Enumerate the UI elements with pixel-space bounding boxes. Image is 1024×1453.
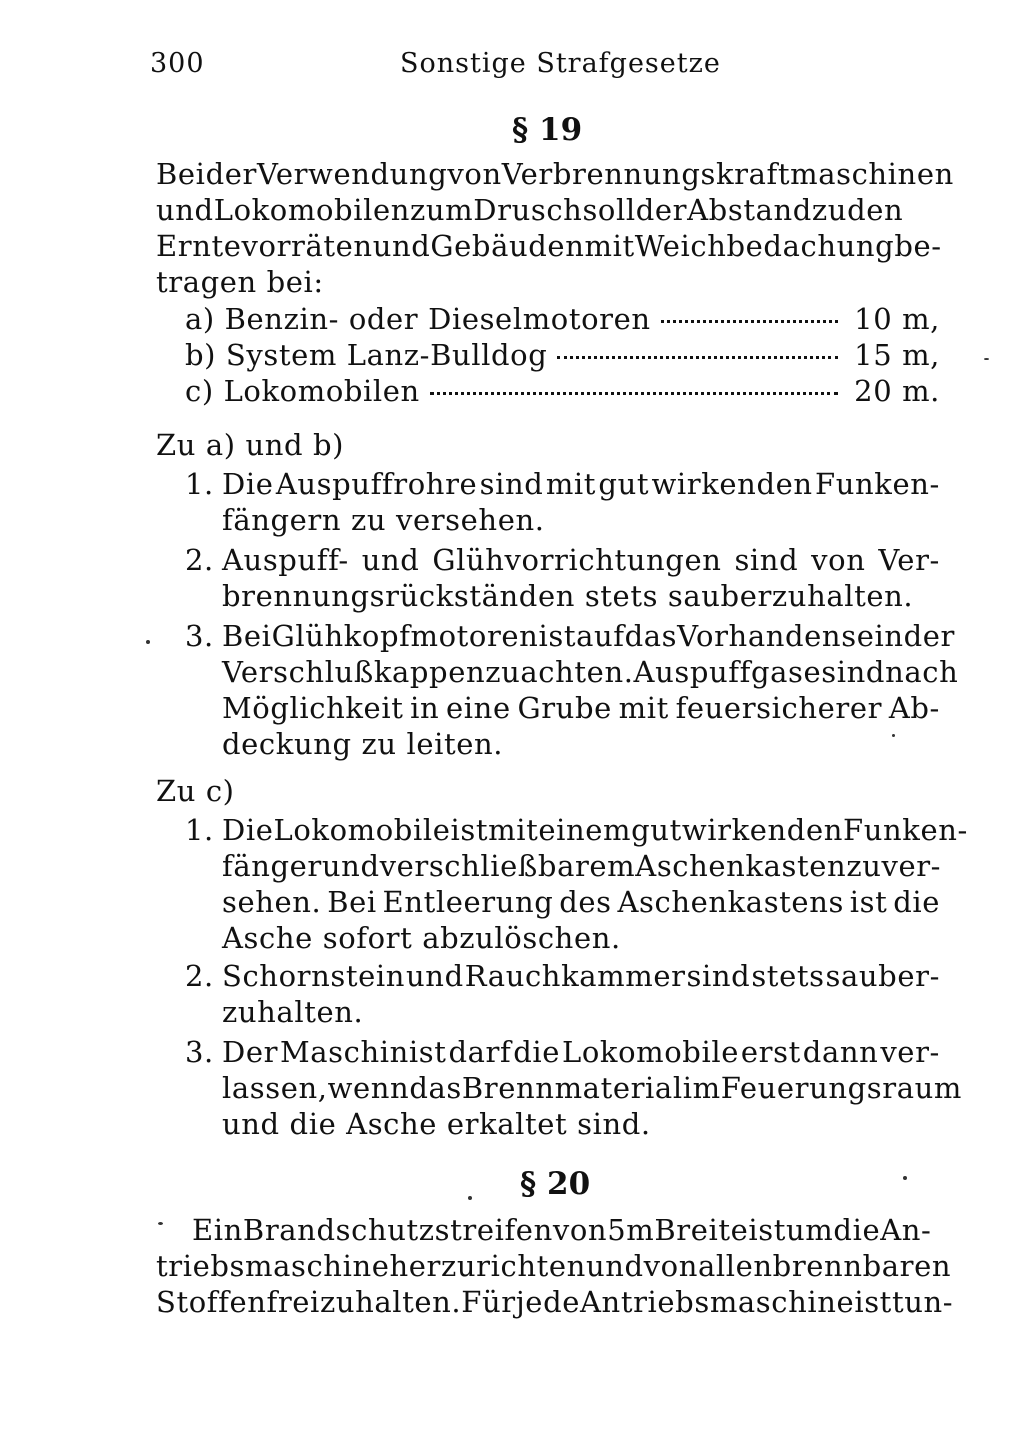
item-line: zuhalten.: [222, 995, 364, 1029]
list-item: [185, 542, 940, 614]
dot-leader: [661, 320, 838, 323]
item-line: Die Lokomobile ist mit einem gut wirkenden Funken-: [222, 813, 968, 847]
distance-row-a: [185, 302, 940, 338]
distance-label: c) Lokomobilen: [185, 374, 420, 408]
item-number: 2.: [185, 543, 214, 577]
list-item: [185, 466, 940, 538]
dot-leader: [430, 392, 838, 395]
page-number: 300: [150, 48, 205, 79]
item-number: 3.: [185, 1035, 214, 1069]
item-line: fänger und verschließbarem Aschenkasten zu ver-: [222, 849, 942, 883]
list-item: [185, 958, 940, 1030]
item-line: Verschlußkappen zu achten. Auspuffgase sind nach: [222, 655, 959, 689]
scan-speck: [146, 640, 150, 644]
scan-speck: [892, 734, 895, 737]
item-line: Bei Glühkopfmotoren ist auf das Vorhandensein der: [222, 619, 955, 653]
distance-value: 20 m.: [854, 374, 940, 408]
item-number: 3.: [185, 619, 214, 653]
item-line: Asche sofort abzulöschen.: [222, 921, 621, 955]
item-line: Auspuff- und Glühvorrichtungen sind von Ver-: [222, 543, 940, 577]
section-19-heading: § 19: [512, 112, 583, 148]
item-line: sehen. Bei Entleerung des Aschenkastens ist die: [222, 885, 940, 919]
item-number: 2.: [185, 959, 214, 993]
item-line: fängern zu versehen.: [222, 503, 545, 537]
item-line: Der Maschinist darf die Lokomobile erst dann ver-: [222, 1035, 940, 1069]
section-19-intro: [156, 156, 954, 300]
distance-label: b) System Lanz-Bulldog: [185, 338, 548, 372]
item-line: Möglichkeit in eine Grube mit feuersicherer Ab-: [222, 691, 940, 725]
paragraph-line: triebsmaschineherzurichtenundvonallenbrennbaren: [156, 1249, 952, 1283]
item-number: 1.: [185, 813, 214, 847]
item-line: Die Auspuffrohre sind mit gut wirkenden Funken-: [222, 467, 940, 501]
scan-speck: [158, 1222, 163, 1225]
distance-row-c: [185, 374, 940, 410]
item-line: lassen, wenn das Brennmaterial im Feuerungsraum: [222, 1071, 963, 1105]
page-header: [150, 48, 940, 88]
dot-leader: [557, 356, 838, 359]
scan-speck: [903, 1176, 907, 1180]
item-line: und die Asche erkaltet sind.: [222, 1107, 651, 1141]
group-ab-title: Zu a) und b): [156, 428, 345, 462]
list-item: [185, 1034, 963, 1142]
item-line: deckung zu leiten.: [222, 727, 504, 761]
item-number: 1.: [185, 467, 214, 501]
group-c-title: Zu c): [156, 774, 235, 808]
item-line: Schornstein und Rauchkammer sind stets sauber-: [222, 959, 940, 993]
intro-line: ErntevorrätenundGebäudenmitWeichbedachungbe-: [156, 229, 942, 263]
section-20-text: [156, 1212, 954, 1320]
list-item: [185, 618, 959, 762]
section-20-heading: § 20: [520, 1166, 591, 1202]
paragraph-line: Stoffenfreizuhalten.FürjedeAntriebsmaschineisttun-: [156, 1285, 954, 1319]
paragraph-line: EinBrandschutzstreifenvon5mBreiteistumdieAn-: [192, 1213, 932, 1247]
distance-row-b: [185, 338, 940, 374]
item-line: brennungsrückständen stets sauberzuhalten.: [222, 579, 914, 613]
distance-value: 15 m,: [854, 338, 940, 372]
intro-line: tragen bei:: [156, 265, 324, 299]
scan-speck: [984, 358, 989, 360]
distance-label: a) Benzin- oder Dieselmotoren: [185, 302, 651, 336]
intro-line: undLokomobilenzumDruschsollderAbstandzuden: [156, 193, 904, 227]
distance-value: 10 m,: [854, 302, 940, 336]
running-title: Sonstige Strafgesetze: [400, 48, 721, 79]
scan-speck: [468, 1196, 472, 1200]
intro-line: BeiderVerwendungvonVerbrennungskraftmaschinen: [156, 157, 954, 191]
list-item: [185, 812, 968, 956]
